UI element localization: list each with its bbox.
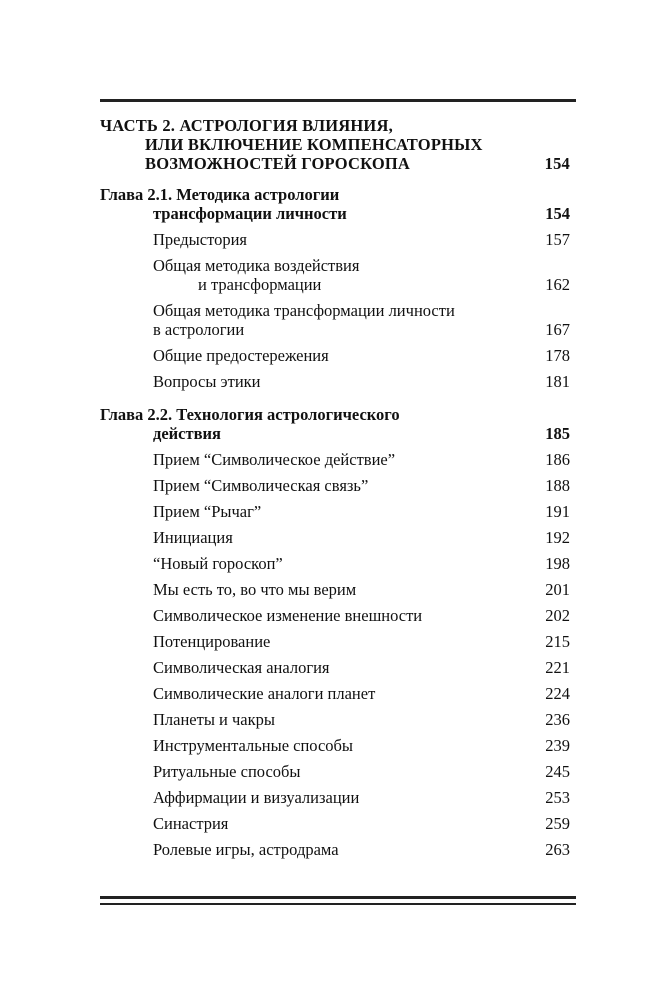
entry-title: Ритуальные способы	[153, 762, 301, 781]
entry-page: 245	[545, 762, 570, 781]
toc-entry	[100, 632, 570, 651]
toc-entry	[100, 554, 570, 573]
part-title-line-3: ВОЗМОЖНОСТЕЙ ГОРОСКОПА	[145, 154, 411, 173]
toc-entry	[100, 840, 570, 859]
entry-page: 221	[545, 658, 570, 677]
toc-entry	[100, 788, 570, 807]
entry-page: 253	[545, 788, 570, 807]
entry-title: Прием “Символическая связь”	[153, 476, 369, 495]
entry-page: 188	[545, 476, 570, 495]
entry-page: 167	[545, 320, 570, 339]
entry-title: Общие предостережения	[153, 346, 329, 365]
toc-entry	[100, 502, 570, 521]
entry-page: 162	[545, 275, 570, 294]
chapter-2-2-entries	[100, 450, 570, 859]
entry-page: 198	[545, 554, 570, 573]
entry-title-line-1: Общая методика трансформации личности	[153, 301, 455, 320]
entry-page: 259	[545, 814, 570, 833]
entry-title: Ролевые игры, астродрама	[153, 840, 339, 859]
entry-title-line-1: Общая методика воздействия	[153, 256, 360, 275]
entry-title: Прием “Рычаг”	[153, 502, 262, 521]
entry-title: Символическая аналогия	[153, 658, 330, 677]
entry-title-line-2: и трансформации	[198, 275, 322, 294]
entry-title: Вопросы этики	[153, 372, 261, 391]
toc-entry	[100, 256, 570, 294]
toc-entry	[100, 476, 570, 495]
entry-page: 202	[545, 606, 570, 625]
entry-title: Планеты и чакры	[153, 710, 275, 729]
entry-page: 181	[545, 372, 570, 391]
chapter-2-2-page-number: 185	[545, 424, 570, 443]
entry-page: 263	[545, 840, 570, 859]
part-page-number: 154	[544, 154, 570, 173]
top-rule	[100, 99, 576, 102]
chapter-2-1-page-number: 154	[545, 204, 570, 223]
entry-title-line-2: в астрологии	[153, 320, 245, 339]
entry-title: Аффирмации и визуализации	[153, 788, 360, 807]
chapter-2-1-title-line-1: Глава 2.1. Методика астрологии	[100, 185, 340, 204]
entry-title: Прием “Символическое действие”	[153, 450, 396, 469]
entry-page: 186	[545, 450, 570, 469]
bottom-rule-thick	[100, 896, 576, 899]
toc-entry	[100, 301, 570, 339]
entry-title: Синастрия	[153, 814, 229, 833]
toc-entry	[100, 346, 570, 365]
entry-page: 236	[545, 710, 570, 729]
entry-title: “Новый гороскоп”	[153, 554, 283, 573]
table-of-contents	[100, 116, 570, 859]
toc-entry	[100, 710, 570, 729]
toc-entry	[100, 606, 570, 625]
chapter-2-1-title-line-2: трансформации личности	[153, 204, 347, 223]
entry-page: 224	[545, 684, 570, 703]
toc-entry	[100, 736, 570, 755]
toc-entry	[100, 450, 570, 469]
entry-title: Инструментальные способы	[153, 736, 354, 755]
entry-title: Мы есть то, во что мы верим	[153, 580, 357, 599]
part-heading	[100, 116, 570, 173]
entry-title: Инициация	[153, 528, 233, 547]
toc-entry	[100, 684, 570, 703]
chapter-2-1-heading	[100, 185, 570, 223]
entry-page: 157	[545, 230, 570, 249]
entry-page: 191	[545, 502, 570, 521]
entry-title	[153, 256, 359, 294]
entry-title: Символические аналоги планет	[153, 684, 376, 703]
entry-page: 192	[545, 528, 570, 547]
part-title-line-2: ИЛИ ВКЛЮЧЕНИЕ КОМПЕНСАТОРНЫХ	[145, 135, 483, 154]
entry-title: Потенцирование	[153, 632, 271, 651]
entry-title: Предыстория	[153, 230, 247, 249]
entry-title: Символическое изменение внешности	[153, 606, 423, 625]
chapter-2-2-title-line-2: действия	[153, 424, 221, 443]
bottom-rule-thin	[100, 903, 576, 905]
entry-page: 178	[545, 346, 570, 365]
toc-entry	[100, 658, 570, 677]
chapter-2-2-heading	[100, 405, 570, 443]
toc-entry	[100, 528, 570, 547]
entry-page: 239	[545, 736, 570, 755]
toc-entry	[100, 762, 570, 781]
toc-entry	[100, 580, 570, 599]
entry-page: 201	[545, 580, 570, 599]
entry-page: 215	[545, 632, 570, 651]
entry-title	[153, 301, 455, 339]
chapter-2-2-title-line-1: Глава 2.2. Технология астрологического	[100, 405, 400, 424]
toc-entry	[100, 372, 570, 391]
part-title-line-1: ЧАСТЬ 2. АСТРОЛОГИЯ ВЛИЯНИЯ,	[100, 116, 393, 135]
toc-entry	[100, 230, 570, 249]
toc-entry	[100, 814, 570, 833]
